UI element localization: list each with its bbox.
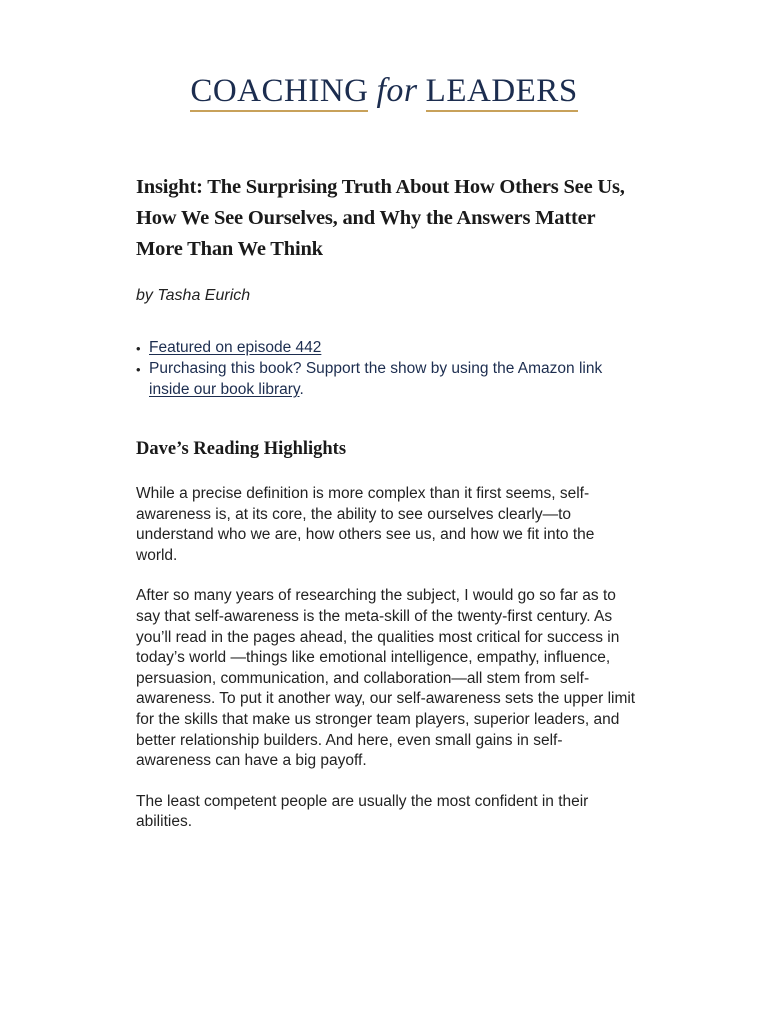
list-item-episode <box>136 337 636 358</box>
book-author: by Tasha Eurich <box>136 287 251 304</box>
book-library-link[interactable]: inside our book library <box>149 381 300 398</box>
highlight-paragraph: The least competent people are usually the most confident in their abilities. <box>136 792 589 831</box>
highlight-paragraph: After so many years of researching the subject, I would go so far as to say that self-awareness is the meta-skill of the twenty-first century. As you’ll read in the pages ahead, the qualities most critical for success in today’s world —things like emotional intelligence, empathy, influence, persuasion, communication, and collaboration—all stem from self-awareness. To put it another way, our self-awareness sets the upper limit for the skills that make us stronger team players, superior leaders, and better relationship builders. And here, even small gains in self-awareness can have a big payoff. <box>136 587 636 770</box>
logo-word-coaching: COACHING <box>190 72 368 112</box>
book-title: Insight: The Surprising Truth About How Others See Us, How We See Ourselves, and Why the Answers Matter More Than We Think <box>136 176 625 260</box>
purchase-suffix: . <box>299 381 304 398</box>
highlights-heading: Dave’s Reading Highlights <box>136 439 347 459</box>
list-item-purchase <box>136 358 636 400</box>
logo-word-leaders: LEADERS <box>426 72 578 112</box>
coaching-for-leaders-logo[interactable] <box>0 72 768 112</box>
highlight-paragraph: While a precise definition is more complex than it first seems, self-awareness is, at its core, the ability to see ourselves clearly—to understand who we are, how others see us, and how we fit into the world. <box>136 485 595 564</box>
logo-word-for: for <box>376 72 418 109</box>
book-links-list <box>136 337 636 400</box>
article-content <box>136 172 636 833</box>
episode-link[interactable]: Featured on episode 442 <box>149 339 322 356</box>
purchase-text: Purchasing this book? Support the show by using the Amazon link <box>149 360 603 377</box>
